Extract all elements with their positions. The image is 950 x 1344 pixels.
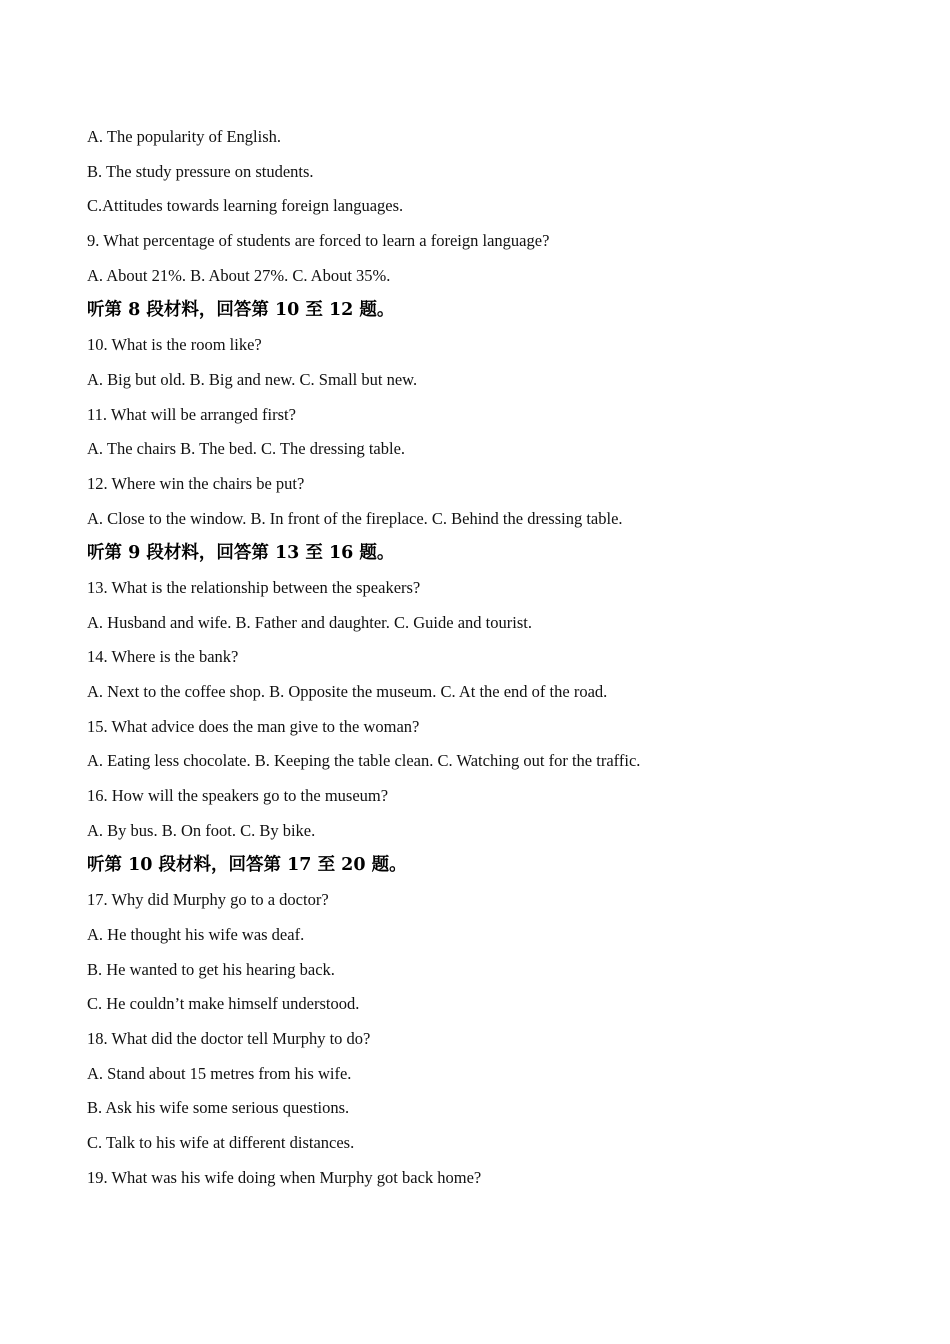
question-line: 18. What did the doctor tell Murphy to do? xyxy=(87,1028,371,1048)
option-line: A. Husband and wife. B. Father and daughter. C. Guide and tourist. xyxy=(87,612,532,632)
section-heading: 听第 9 段材料，回答第 13 至 16 题。 xyxy=(87,543,395,564)
question-line: 14. Where is the bank? xyxy=(87,647,239,667)
option-line: A. About 21%. B. About 27%. C. About 35%. xyxy=(87,265,391,285)
option-line: B. Ask his wife some serious questions. xyxy=(87,1098,350,1118)
option-line: C. He couldn’t make himself understood. xyxy=(87,994,360,1014)
question-line: 11. What will be arranged first? xyxy=(87,404,296,424)
option-line: C. Talk to his wife at different distances. xyxy=(87,1132,355,1152)
option-line: A. The chairs B. The bed. C. The dressing table. xyxy=(87,439,406,459)
question-line: 19. What was his wife doing when Murphy got back home? xyxy=(87,1167,482,1187)
section-heading: 听第 8 段材料，回答第 10 至 12 题。 xyxy=(87,300,395,321)
question-line: 12. Where win the chairs be put? xyxy=(87,473,305,493)
option-line: A. Eating less chocolate. B. Keeping the table clean. C. Watching out for the traffic. xyxy=(87,751,641,771)
section-heading: 听第 10 段材料，回答第 17 至 20 题。 xyxy=(87,855,407,876)
question-line: 17. Why did Murphy go to a doctor? xyxy=(87,890,329,910)
question-line: 16. How will the speakers go to the museum? xyxy=(87,786,389,806)
question-line: 15. What advice does the man give to the woman? xyxy=(87,716,420,736)
option-line: A. The popularity of English. xyxy=(87,127,282,146)
option-line: A. By bus. B. On foot. C. By bike. xyxy=(87,820,316,840)
option-line: A. Close to the window. B. In front of the fireplace. C. Behind the dressing table. xyxy=(87,508,623,528)
option-line: A. Stand about 15 metres from his wife. xyxy=(87,1063,352,1083)
exam-content xyxy=(87,120,887,1195)
option-line: B. The study pressure on students. xyxy=(87,161,314,181)
question-line: 9. What percentage of students are forced to learn a foreign language? xyxy=(87,231,550,251)
option-line: A. Big but old. B. Big and new. C. Small but new. xyxy=(87,369,418,389)
question-line: 13. What is the relationship between the speakers? xyxy=(87,577,421,597)
question-line: 10. What is the room like? xyxy=(87,335,262,355)
option-line: B. He wanted to get his hearing back. xyxy=(87,959,335,979)
option-line: C.Attitudes towards learning foreign languages. xyxy=(87,196,404,216)
option-line: A. He thought his wife was deaf. xyxy=(87,924,305,944)
option-line: A. Next to the coffee shop. B. Opposite the museum. C. At the end of the road. xyxy=(87,682,608,701)
